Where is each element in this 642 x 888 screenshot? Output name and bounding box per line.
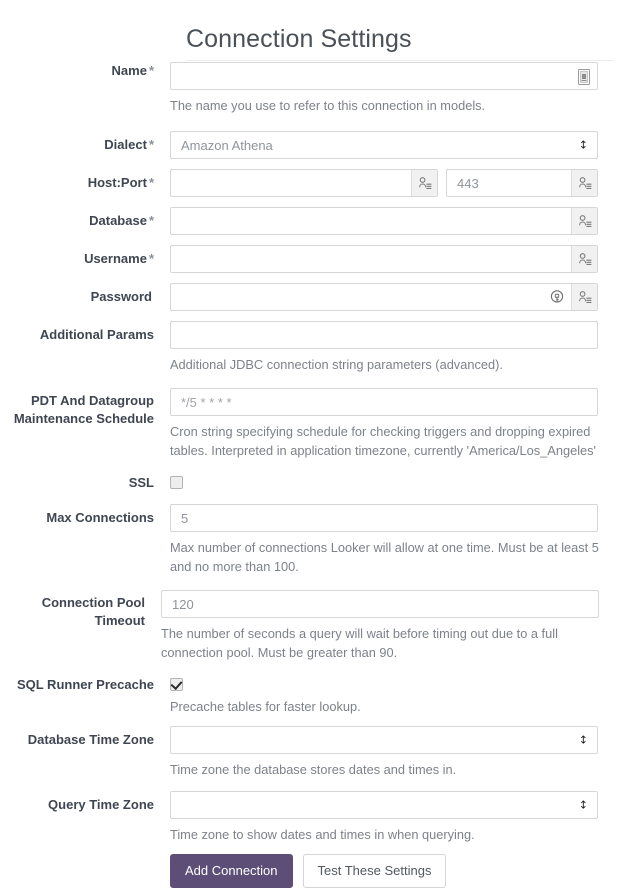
key-circle-icon[interactable]: [545, 284, 569, 310]
chevron-updown-icon: ↕: [578, 798, 588, 812]
field-row-database: [0, 207, 642, 235]
label-database-time-zone-text: Database Time Zone: [27, 732, 154, 747]
field-row-sql-runner-precache: [0, 676, 642, 716]
required-marker: *: [148, 137, 154, 152]
label-additional-params-text: Additional Params: [39, 327, 154, 342]
label-connection-pool-timeout-text: Connection Pool Timeout: [41, 595, 145, 628]
field-row-additional-params: [0, 321, 642, 374]
ssl-checkbox[interactable]: [170, 476, 183, 489]
field-row-pdt-schedule: [0, 388, 642, 460]
field-row-query-time-zone: [0, 791, 642, 844]
max-connections-input[interactable]: [170, 504, 598, 532]
dialect-select[interactable]: [170, 131, 598, 159]
label-sql-runner-precache: [0, 676, 170, 694]
help-connection-pool-timeout: The number of seconds a query will wait before timing out due to a full connection pool. Must be greater than 90.: [161, 626, 558, 660]
help-database-time-zone: Time zone the database stores dates and times in.: [170, 762, 457, 777]
label-query-time-zone-text: Query Time Zone: [48, 797, 154, 812]
sql-runner-precache-checkbox[interactable]: [170, 678, 183, 691]
field-row-password: [0, 283, 642, 311]
test-settings-button[interactable]: Test These Settings: [303, 854, 447, 888]
label-username: [0, 245, 170, 268]
username-input[interactable]: [170, 245, 598, 273]
field-row-dialect: [0, 131, 642, 159]
chevron-updown-icon: ↕: [578, 733, 588, 747]
label-additional-params: [0, 321, 170, 344]
label-pdt-schedule-text: PDT And Datagroup Maintenance Schedule: [13, 393, 154, 426]
dialect-select-value: Amazon Athena: [181, 138, 273, 153]
field-row-ssl: [0, 474, 642, 492]
label-password-text: Password: [90, 289, 152, 304]
chevron-updown-icon: ↕: [578, 138, 588, 152]
field-row-username: [0, 245, 642, 273]
required-marker: *: [148, 213, 154, 228]
title-divider: [186, 60, 614, 61]
autofill-icon[interactable]: [411, 170, 437, 196]
field-row-hostport: [0, 169, 642, 197]
pdt-schedule-input-value: */5 * * * *: [181, 395, 232, 410]
required-marker: *: [148, 63, 154, 78]
autofill-icon[interactable]: [571, 208, 597, 234]
autofill-icon[interactable]: [571, 284, 597, 310]
label-name-text: Name: [111, 63, 147, 78]
label-password: [0, 283, 170, 306]
label-ssl: [0, 474, 170, 492]
label-max-connections-text: Max Connections: [46, 510, 154, 525]
label-hostport: [0, 169, 170, 192]
page-title: Connection Settings: [186, 25, 412, 53]
port-input-value: 443: [457, 176, 479, 191]
password-input[interactable]: [170, 283, 598, 311]
port-input[interactable]: [446, 169, 598, 197]
help-pdt-schedule: Cron string specifying schedule for checking triggers and dropping expired tables. Interpreted in application timezone, currently 'America/Los_Angeles': [170, 424, 596, 458]
host-input[interactable]: [170, 169, 438, 197]
help-additional-params: Additional JDBC connection string parameters (advanced).: [170, 357, 503, 372]
field-row-database-time-zone: [0, 726, 642, 779]
field-row-max-connections: [0, 504, 642, 576]
label-sql-runner-precache-text: SQL Runner Precache: [16, 677, 154, 692]
required-marker: *: [148, 175, 154, 190]
required-marker: *: [148, 251, 154, 266]
label-dialect: [0, 131, 170, 154]
autofill-icon[interactable]: [571, 246, 597, 272]
add-connection-button[interactable]: Add Connection: [170, 854, 293, 888]
label-max-connections: [0, 504, 170, 527]
additional-params-input[interactable]: [170, 321, 598, 349]
connection-pool-timeout-input[interactable]: [161, 590, 599, 618]
pdt-schedule-input[interactable]: [170, 388, 598, 416]
label-database-text: Database: [89, 213, 147, 228]
help-max-connections: Max number of connections Looker will allow at one time. Must be at least 5 and no more than 100.: [170, 540, 599, 574]
form-actions-row: [0, 854, 642, 888]
database-time-zone-select[interactable]: [170, 726, 598, 754]
name-input[interactable]: [170, 62, 598, 90]
label-ssl-text: SSL: [128, 475, 154, 490]
label-name: [0, 62, 170, 80]
page-header: [186, 24, 614, 61]
label-connection-pool-timeout: [0, 590, 161, 630]
label-database-time-zone: [0, 726, 170, 749]
hostport-group: [170, 169, 614, 197]
form-actions: [170, 854, 614, 888]
query-time-zone-select[interactable]: [170, 791, 598, 819]
note-icon[interactable]: [575, 67, 593, 87]
help-name: The name you use to refer to this connection in models.: [170, 98, 486, 113]
database-input[interactable]: [170, 207, 598, 235]
connection-form: [0, 62, 642, 888]
max-connections-input-value: 5: [181, 511, 189, 526]
label-username-text: Username: [84, 251, 147, 266]
field-row-connection-pool-timeout: [0, 590, 633, 662]
help-query-time-zone: Time zone to show dates and times in when querying.: [170, 827, 475, 842]
label-dialect-text: Dialect: [104, 137, 147, 152]
autofill-icon[interactable]: [571, 170, 597, 196]
help-sql-runner-precache: Precache tables for faster lookup.: [170, 699, 361, 714]
field-row-name: [0, 62, 642, 115]
label-query-time-zone: [0, 791, 170, 814]
connection-pool-timeout-input-value: 120: [172, 597, 194, 612]
label-database: [0, 207, 170, 230]
label-hostport-text: Host:Port: [87, 175, 147, 190]
label-pdt-schedule: [0, 388, 170, 428]
